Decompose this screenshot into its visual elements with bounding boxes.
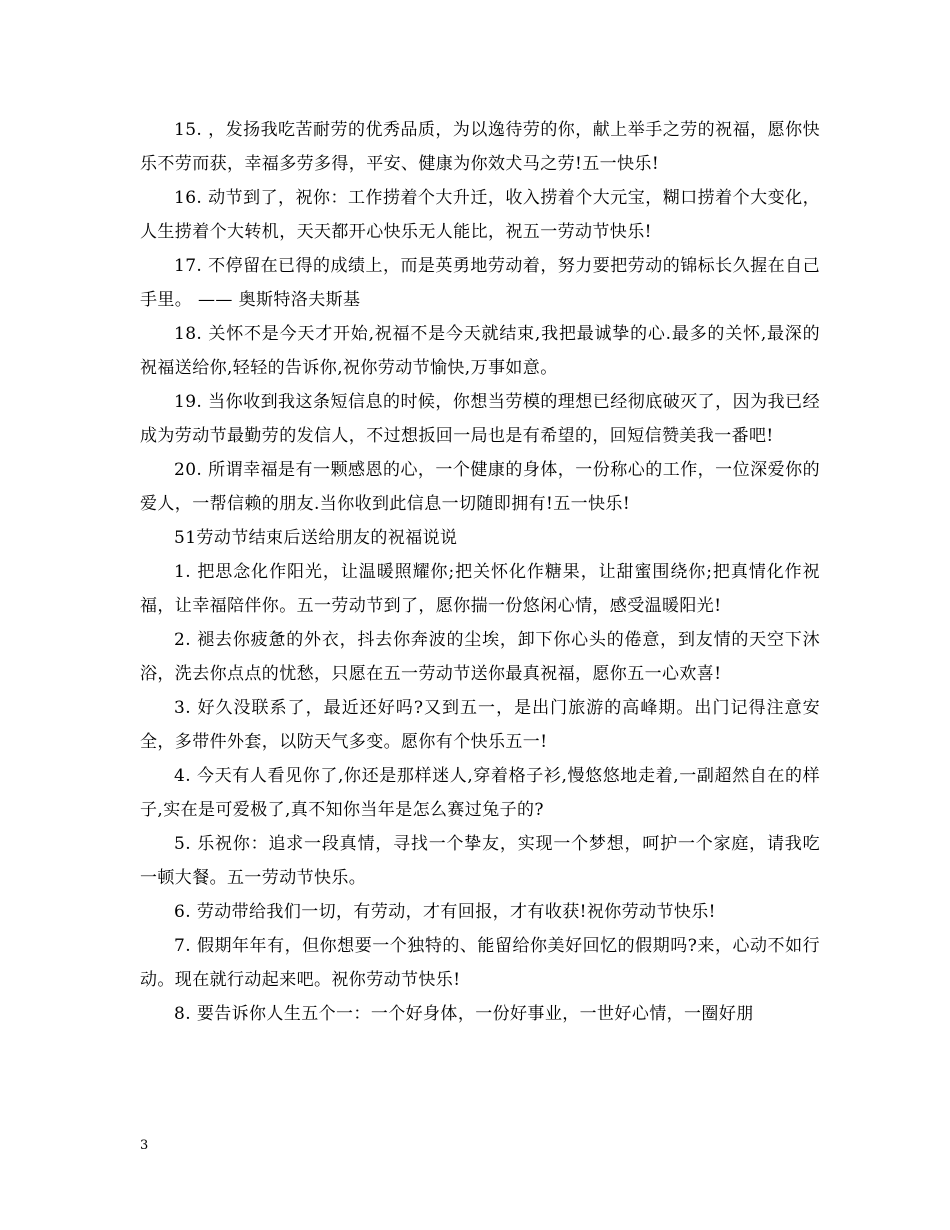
paragraph-6: 6. 劳动带给我们一切，有劳动，才有回报，才有收获!祝你劳动节快乐! (174, 902, 716, 922)
paragraph-1: 1. 把思念化作阳光，让温暖照耀你;把关怀化作糖果，让甜蜜围绕你;把真情化作祝福，让幸福陪伴你。五一劳动节到了，愿你揣一份悠闲心情，感受温暖阳光! (140, 562, 820, 616)
paragraph-20: 20. 所谓幸福是有一颗感恩的心，一个健康的身体，一份称心的工作，一位深爱你的爱人，一帮信赖的朋友.当你收到此信息一切随即拥有!五一快乐! (140, 460, 820, 514)
paragraph-5: 5. 乐祝你：追求一段真情，寻找一个挚友，实现一个梦想，呵护一个家庭，请我吃一顿大餐。五一劳动节快乐。 (140, 834, 820, 888)
section-heading: 51劳动节结束后送给朋友的祝福说说 (174, 528, 458, 548)
document-body (140, 113, 820, 1031)
paragraph-7: 7. 假期年年有，但你想要一个独特的、能留给你美好回忆的假期吗?来，心动不如行动。现在就行动起来吧。祝你劳动节快乐! (140, 936, 820, 990)
page-number: 3 (140, 1138, 149, 1153)
paragraph-19: 19. 当你收到我这条短信息的时候，你想当劳模的理想已经彻底破灭了，因为我已经成为劳动节最勤劳的发信人，不过想扳回一局也是有希望的，回短信赞美我一番吧! (140, 392, 820, 446)
paragraph-16: 16. 动节到了，祝你：工作捞着个大升迁，收入捞着个大元宝，糊口捞着个大变化，人生捞着个大转机，天天都开心快乐无人能比，祝五一劳动节快乐! (140, 188, 820, 242)
paragraph-4: 4. 今天有人看见你了,你还是那样迷人,穿着格子衫,慢悠悠地走着,一副超然自在的样子,实在是可爱极了,真不知你当年是怎么赛过兔子的? (140, 766, 820, 820)
paragraph-3: 3. 好久没联系了，最近还好吗?又到五一，是出门旅游的高峰期。出门记得注意安全，多带件外套，以防天气多变。愿你有个快乐五一! (140, 698, 820, 752)
paragraph-2: 2. 褪去你疲惫的外衣，抖去你奔波的尘埃，卸下你心头的倦意，到友情的天空下沐浴，洗去你点点的忧愁，只愿在五一劳动节送你最真祝福，愿你五一心欢喜! (140, 630, 820, 684)
paragraph-15: 15. ，发扬我吃苦耐劳的优秀品质，为以逸待劳的你，献上举手之劳的祝福，愿你快乐不劳而获，幸福多劳多得，平安、健康为你效犬马之劳!五一快乐! (140, 120, 820, 174)
paragraph-18: 18. 关怀不是今天才开始,祝福不是今天就结束,我把最诚挚的心.最多的关怀,最深的祝福送给你,轻轻的告诉你,祝你劳动节愉快,万事如意。 (140, 324, 820, 378)
paragraph-8: 8. 要告诉你人生五个一：一个好身体，一份好事业，一世好心情，一圈好朋 (174, 1004, 754, 1024)
paragraph-17: 17. 不停留在已得的成绩上，而是英勇地劳动着，努力要把劳动的锦标长久握在自己手里。 —— 奥斯特洛夫斯基 (140, 256, 820, 310)
